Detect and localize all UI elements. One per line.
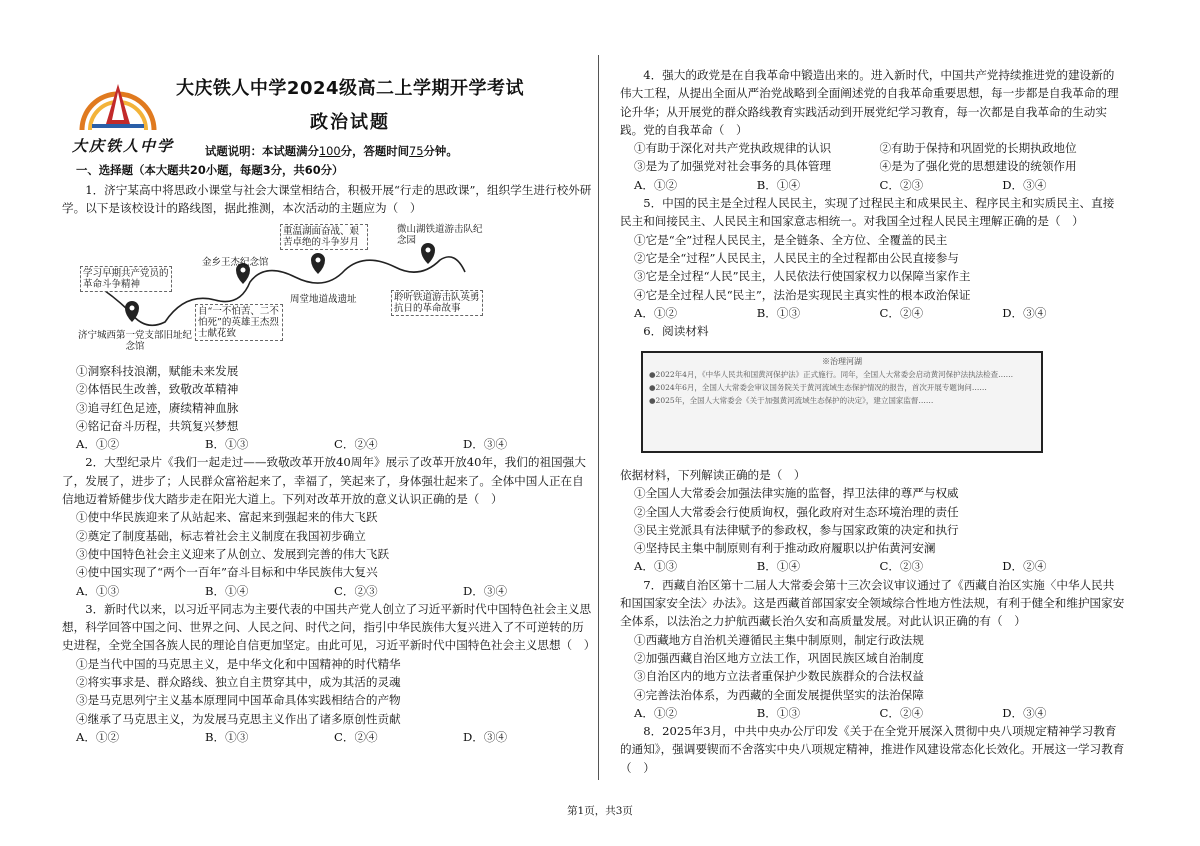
choice-c[interactable]: C．②③ [879, 177, 924, 192]
q3-choices [62, 728, 592, 746]
q1-option: ③追寻红色足迹，赓续精神血脉 [76, 400, 239, 415]
question-7-stem: 7．西藏自治区第十二届人大常委会第十三次会议审议通过了《西藏自治区实施〈中华人民共和国国家安全法〉办法》。这是西藏首部国家安全领域综合性地方性法规，有利于健全和维护国家安全体系，以法治之力护航西藏长治久安和高质量发展。对此认识正确的有（ ） [620, 577, 1125, 629]
question-6-prompt: 依据材料，下列解读正确的是（ ） [620, 468, 806, 482]
question-6-stem: 6．阅读材料 [643, 324, 709, 339]
right-column-continued [620, 466, 1125, 777]
question-5-stem: 5．中国的民主是全过程人民民主，实现了过程民主和成果民主、程序民主和实质民主、直接民主和间接民主、人民民主和国家意志相统一。对我国全过程人民民主理解正确的是（ ） [620, 196, 1115, 229]
choice-a[interactable]: A．①② [76, 729, 120, 744]
q4-options-row [620, 139, 1125, 157]
choice-d[interactable]: D．③④ [1002, 177, 1047, 192]
q5-option: ②它是全“过程”人民民主，人民民主的全过程都由公民直接参与 [634, 250, 959, 265]
left-column [62, 181, 592, 218]
choice-b[interactable]: B．①④ [205, 583, 249, 598]
choice-b[interactable]: B．①④ [756, 177, 801, 192]
column-divider [598, 55, 599, 780]
choice-c[interactable]: C．②③ [334, 583, 378, 598]
q1-option: ①洞察科技浪潮，赋能未来发展 [76, 364, 239, 378]
material-line: ●2022年4月，《中华人民共和国黄河保护法》正式施行。同年，全国人大常委会启动黄河保护法执法检查…… [649, 370, 1014, 379]
section-heading: 一、选择题（本大题共20小题，每题3分，共60分） [76, 163, 344, 177]
q5-option: ③它是全过程“人民”民主，人民依法行使国家权力以保障当家作主 [634, 269, 971, 284]
reading-material-box [641, 351, 1043, 453]
q2-option: ②奠定了制度基础，标志着社会主义制度在我国初步确立 [76, 528, 366, 543]
map-box-1: 学习早期共产党员的革命斗争精神 [80, 266, 172, 292]
choice-a[interactable]: A．①③ [76, 583, 120, 598]
q6-option: ②全国人大常委会行使质询权，强化政府对生态环境治理的责任 [634, 504, 959, 519]
q6-choices [620, 557, 1125, 575]
q1-option: ②体悟民生改善，致敬改革精神 [76, 382, 239, 397]
q7-option: ④完善法治体系，为西藏的全面发展提供坚实的法治保障 [634, 687, 924, 702]
choice-d[interactable]: D．③④ [1002, 305, 1047, 320]
q2-option: ③使中国特色社会主义迎来了从创立、发展到完善的伟大飞跃 [76, 546, 390, 561]
map-point-3: 周堂地道战遗址 [290, 294, 357, 305]
choice-a[interactable]: A．①② [634, 705, 678, 720]
q6-option: ①全国人大常委会加强法律实施的监督，捍卫法律的尊严与权威 [634, 486, 959, 501]
choice-b[interactable]: B．①③ [205, 437, 249, 452]
q4-option: ③是为了加强党对社会事务的具体管理 [634, 159, 832, 174]
map-point-4: 微山湖铁道游击队纪念园 [397, 224, 483, 246]
q4-option: ①有助于深化对共产党执政规律的认识 [634, 141, 832, 156]
q7-option: ②加强西藏自治区地方立法工作，巩固民族区域自治制度 [634, 650, 924, 665]
logo-text: 大庆铁人中学 [72, 137, 175, 155]
map-start-label: 济宁城西第一党支部旧址纪念馆 [77, 330, 192, 352]
choice-a[interactable]: A．①② [634, 305, 678, 320]
map-point-2: 金乡王杰纪念馆 [202, 257, 269, 268]
choice-a[interactable]: A．①② [76, 437, 120, 452]
q3-option: ④继承了马克思主义，为发展马克思主义作出了诸多原创性贡献 [76, 711, 401, 726]
material-line: ●2024年6月，全国人大常委会审议国务院关于黄河流域生态保护情况的报告，首次开展专题询问…… [649, 383, 987, 392]
q5-option: ①它是“全”过程人民民主，是全链条、全方位、全覆盖的民主 [634, 232, 948, 247]
q7-option: ①西藏地方自治机关遵循民主集中制原则，制定行政法规 [634, 632, 924, 647]
route-map [75, 222, 485, 360]
right-column [620, 66, 1125, 340]
q4-choices [620, 176, 1125, 194]
choice-c[interactable]: C．②④ [879, 705, 924, 720]
map-box-4: 聆听铁道游击队英勇抗日的革命故事 [391, 290, 483, 316]
choice-c[interactable]: C．②④ [334, 437, 378, 452]
map-box-3: 重温湖面奋战、艰苦卓绝的斗争岁月 [280, 224, 368, 250]
choice-b[interactable]: B．①③ [756, 705, 801, 720]
question-3-stem: 3．新时代以来，以习近平同志为主要代表的中国共产党人创立了习近平新时代中国特色社会主义思想，科学回答中国之问、世界之问、人民之问、时代之问，指引中华民族伟大复兴进入了不可逆转的历史进程，全党全国各族人民的理论自信更加坚定。由此可见，习近平新时代中国特色社会主义思想（ ） [62, 601, 596, 653]
left-column-continued [62, 362, 596, 746]
q4-option: ④是为了强化党的思想建设的统领作用 [879, 159, 1077, 174]
q3-option: ③是马克思列宁主义基本原理同中国革命具体实践相结合的产物 [76, 693, 401, 708]
q3-option: ①是当代中国的马克思主义，是中华文化和中国精神的时代精华 [76, 656, 401, 671]
choice-c[interactable]: C．②④ [334, 729, 378, 744]
q4-options-row [620, 157, 1125, 175]
question-4-stem: 4．强大的政党是在自我革命中锻造出来的。进入新时代，中国共产党持续推进党的建设新的伟大工程，从提出全面从严治党战略到全面阐述党的自我革命重要思想，每一步都是自我革命的理论升华；从开展党的群众路线教育实践活动到开展党纪学习教育，每一次都是自我革命的生动实践。党的自我革命（ ） [620, 68, 1119, 137]
question-8-stem: 8．2025年3月，中共中央办公厅印发《关于在全党开展深入贯彻中央八项规定精神学习教育的通知》，强调要锲而不舍落实中央八项规定精神，推进作风建设常态化长效化。开展这一学习教育（ ） [620, 724, 1125, 775]
q2-option: ①使中华民族迎来了从站起来、富起来到强起来的伟大飞跃 [76, 510, 378, 525]
exam-instructions: 试题说明：本试题满分100分，答题时间75分钟。 [205, 144, 458, 158]
q6-option: ③民主党派具有法律赋予的参政权，参与国家政策的决定和执行 [634, 522, 959, 537]
exam-title: 大庆铁人中学2024级高二上学期开学考试 [175, 78, 525, 99]
choice-d[interactable]: D．③④ [463, 583, 508, 598]
choice-d[interactable]: D．③④ [463, 729, 508, 744]
question-1-stem: 1．济宁某高中将思政小课堂与社会大课堂相结合，积极开展“行走的思政课”，组织学生进行校外研学。以下是该校设计的路线图，据此推测，本次活动的主题应为（ ） [62, 183, 592, 216]
q6-option: ④坚持民主集中制原则有利于推动政府履职以护佑黄河安澜 [634, 541, 936, 556]
material-title: ※治理河湖 [822, 357, 862, 366]
q2-choices [62, 582, 592, 600]
q5-choices [620, 304, 1125, 322]
choice-a[interactable]: A．①③ [634, 559, 678, 574]
choice-d[interactable]: D．②④ [1002, 559, 1047, 574]
map-box-2: 自“一不怕苦、二不怕死”的英雄王杰烈士献花致 [195, 304, 283, 341]
choice-c[interactable]: C．②④ [879, 305, 924, 320]
choice-b[interactable]: B．①④ [756, 559, 801, 574]
choice-d[interactable]: D．③④ [1002, 705, 1047, 720]
q1-option: ④铭记奋斗历程，共筑复兴梦想 [76, 418, 239, 433]
q7-choices [620, 704, 1125, 722]
q4-option: ②有助于保持和巩固党的长期执政地位 [879, 141, 1077, 156]
choice-a[interactable]: A．①② [634, 177, 678, 192]
q5-option: ④它是全过程人民“民主”，法治是实现民主真实性的根本政治保证 [634, 287, 971, 302]
choice-b[interactable]: B．①③ [756, 305, 801, 320]
q7-option: ③自治区内的地方立法者重保护少数民族群众的合法权益 [634, 669, 924, 684]
choice-c[interactable]: C．②③ [879, 559, 924, 574]
location-pin-icon [311, 253, 325, 274]
material-line: ●2025年，全国人大常委会《关于加强黄河流域生态保护的决定》，建立国家监督…… [649, 396, 934, 405]
choice-b[interactable]: B．①③ [205, 729, 249, 744]
q2-option: ④使中国实现了“两个一百年”奋斗目标和中华民族伟大复兴 [76, 565, 378, 580]
q1-choices [62, 435, 592, 453]
choice-d[interactable]: D．③④ [463, 437, 508, 452]
question-2-stem: 2．大型纪录片《我们一起走过——致敬改革开放40周年》展示了改革开放40年，我们的祖国强大了，发展了，进步了；人民群众富裕起来了，幸福了，笑起来了，身体强壮起来了。全体中国人正在自信地迈着矫健步伐大踏步走在阳光大道上。下列对改革开放的意义认识正确的是（ ） [62, 455, 586, 507]
q3-option: ②将实事求是、群众路线、独立自主贯穿其中，成为其活的灵魂 [76, 675, 401, 690]
page-footer: 第1页，共3页 [567, 805, 633, 817]
location-pin-icon [421, 243, 435, 264]
exam-subject: 政治试题 [310, 112, 390, 133]
